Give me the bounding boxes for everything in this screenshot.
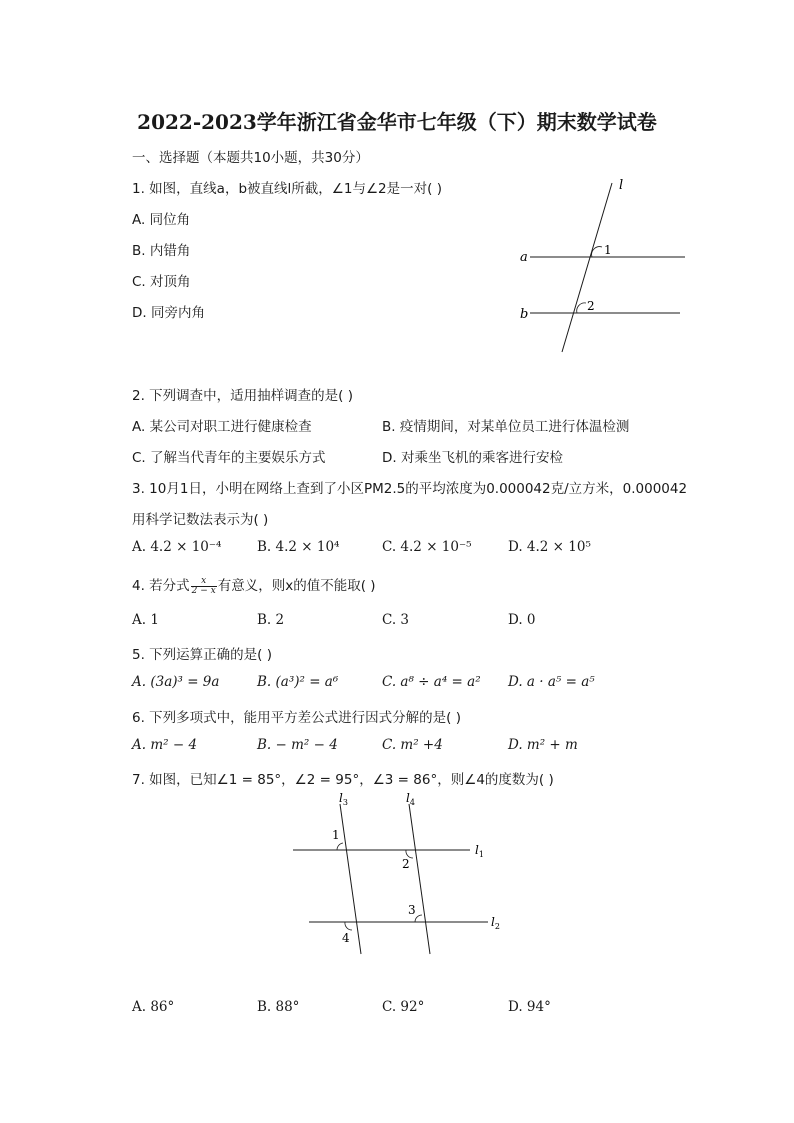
q6-stem: 6. 下列多项式中，能用平方差公式进行因式分解的是( ) (132, 710, 461, 726)
q1-line-l (562, 183, 612, 352)
q3-option-c[interactable]: C. 4.2 × 10⁻⁵ (382, 539, 472, 555)
q1-label-l: l (619, 178, 624, 193)
q5-option-d[interactable]: D. a · a⁵ = a⁵ (508, 674, 595, 690)
q7-label-l2 (491, 915, 500, 931)
q7-label-l3-sub: 3 (342, 798, 348, 807)
q7-angle1-arc (337, 843, 343, 850)
q7-option-b[interactable]: B. 88° (257, 999, 300, 1015)
q4-frac-denominator: 2 − x (191, 585, 216, 596)
q1-stem: 1. 如图，直线a，b被直线l所截，∠1与∠2是一对( ) (132, 181, 442, 197)
q3-option-b[interactable]: B. 4.2 × 10⁴ (257, 539, 340, 555)
q7-label-angle3: 3 (408, 903, 416, 917)
q4-frac-numerator: x (191, 577, 217, 587)
q4-stem-post: 有意义，则x的值不能取( ) (217, 578, 376, 594)
q4-option-d[interactable]: D. 0 (508, 612, 536, 628)
q7-label-l4 (406, 791, 415, 807)
q7-label-l1-main: l (475, 843, 479, 857)
q4-option-c[interactable]: C. 3 (382, 612, 410, 628)
q3-stem-line1: 3. 10月1日，小明在网络上查到了小区PM2.5的平均浓度为0.000042克/立方米，0.000042 (132, 481, 688, 497)
q4-fraction (191, 577, 217, 596)
q1-option-b[interactable]: B. 内错角 (132, 243, 191, 259)
q6-option-b[interactable]: B. − m² − 4 (257, 737, 338, 753)
q7-option-d[interactable]: D. 94° (508, 999, 551, 1015)
q7-option-c[interactable]: C. 92° (382, 999, 425, 1015)
q7-line-l4 (409, 804, 430, 954)
q7-label-angle4: 4 (342, 931, 350, 945)
q5-option-b[interactable]: B. (a³)² = a⁶ (257, 674, 339, 690)
q5-option-c[interactable]: C. a⁸ ÷ a⁴ = a² (382, 674, 481, 690)
q1-option-d[interactable]: D. 同旁内角 (132, 305, 205, 321)
q2-option-a[interactable]: A. 某公司对职工进行健康检查 (132, 419, 312, 435)
q1-angle2-arc (577, 303, 586, 313)
q7-label-l2-main: l (491, 915, 495, 929)
q6-option-c[interactable]: C. m² +4 (382, 737, 443, 753)
q7-label-l1 (475, 843, 484, 859)
q4-option-b[interactable]: B. 2 (257, 612, 285, 628)
q1-label-angle1: 1 (604, 243, 612, 257)
q1-option-a[interactable]: A. 同位角 (132, 212, 191, 228)
q7-label-l2-sub: 2 (494, 922, 500, 931)
q7-option-a[interactable]: A. 86° (132, 999, 175, 1015)
q7-label-l4-sub: 4 (409, 798, 415, 807)
q3-stem-line2: 用科学记数法表示为( ) (132, 512, 269, 528)
q7-angle3-arc (415, 915, 422, 922)
q7-figure (285, 786, 515, 966)
q4-stem (132, 574, 376, 596)
q6-option-d[interactable]: D. m² + m (508, 737, 578, 753)
q4-stem-pre: 4. 若分式 (132, 578, 190, 594)
q7-label-angle1: 1 (332, 828, 340, 842)
page-title: 2022-2023学年浙江省金华市七年级（下）期末数学试卷 (137, 110, 657, 134)
q1-label-b: b (520, 307, 529, 322)
q7-stem: 7. 如图，已知∠1 = 85°，∠2 = 95°，∠3 = 86°，则∠4的度数为( ) (132, 772, 554, 788)
q7-label-l4-main: l (406, 791, 410, 805)
q7-label-l1-sub: 1 (478, 850, 484, 859)
section-heading: 一、选择题（本题共10小题，共30分） (132, 150, 369, 166)
q1-option-c[interactable]: C. 对顶角 (132, 274, 191, 290)
q3-option-a[interactable]: A. 4.2 × 10⁻⁴ (132, 539, 222, 555)
q7-label-l3-main: l (339, 791, 343, 805)
q1-figure (510, 175, 700, 360)
q1-label-angle2: 2 (587, 299, 595, 313)
q3-option-d[interactable]: D. 4.2 × 10⁵ (508, 539, 591, 555)
q2-option-d[interactable]: D. 对乘坐飞机的乘客进行安检 (382, 450, 563, 466)
q2-option-c[interactable]: C. 了解当代青年的主要娱乐方式 (132, 450, 326, 466)
q1-label-a: a (520, 250, 528, 265)
q7-angle4-arc (345, 922, 352, 930)
q2-stem: 2. 下列调查中，适用抽样调查的是( ) (132, 388, 353, 404)
q6-option-a[interactable]: A. m² − 4 (132, 737, 198, 753)
q7-label-angle2: 2 (402, 857, 410, 871)
q5-option-a[interactable]: A. (3a)³ = 9a (132, 674, 220, 690)
q7-label-l3 (339, 791, 348, 807)
q4-option-a[interactable]: A. 1 (132, 612, 159, 628)
q5-stem: 5. 下列运算正确的是( ) (132, 647, 272, 663)
q2-option-b[interactable]: B. 疫情期间，对某单位员工进行体温检测 (382, 419, 630, 435)
